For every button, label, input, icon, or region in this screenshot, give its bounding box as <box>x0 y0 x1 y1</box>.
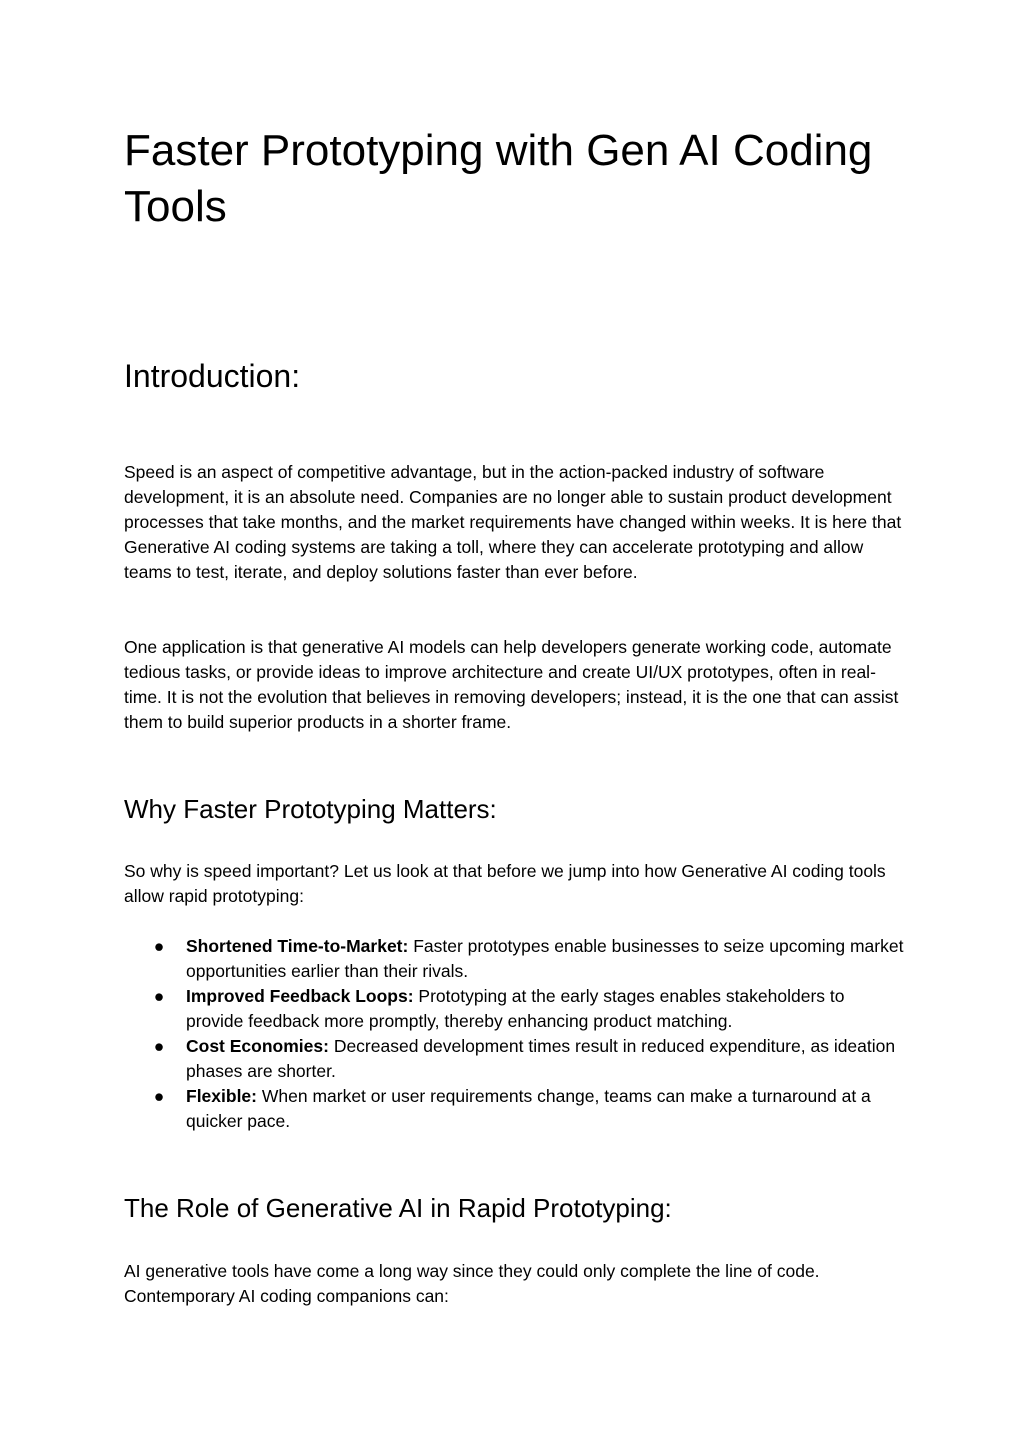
bullet-term: Cost Economies: <box>186 1036 329 1056</box>
benefit-item-time-to-market <box>124 934 904 984</box>
bullet-icon: ● <box>153 936 165 956</box>
bullet-icon: ● <box>153 1036 165 1056</box>
benefit-item-cost-economies <box>124 1034 904 1084</box>
benefits-list <box>124 934 904 1134</box>
bullet-text: When market or user requirements change, teams can make a turnaround at a quicker pace. <box>186 1086 871 1131</box>
introduction-paragraph-1: Speed is an aspect of competitive advantage, but in the action-packed industry of software development, it is an absolute need. Companies are no longer able to sustain product development processes that take months, and the market requirements have changed within weeks. It is here that Generative AI coding systems are taking a toll, where they can accelerate prototyping and allow teams to test, iterate, and deploy solutions faster than ever before. <box>124 462 902 582</box>
introduction-heading: Introduction: <box>124 358 301 394</box>
role-of-generative-ai-intro: AI generative tools have come a long way since they could only complete the line of code. Contemporary AI coding companions can: <box>124 1261 820 1306</box>
bullet-icon: ● <box>153 1086 165 1106</box>
bullet-term: Improved Feedback Loops: <box>186 986 414 1006</box>
bullet-text: Faster prototypes enable businesses to seize upcoming market opportunities earlier than their rivals. <box>186 936 904 981</box>
bullet-text: Decreased development times result in reduced expenditure, as ideation phases are shorter. <box>186 1036 896 1081</box>
introduction-paragraph-2: One application is that generative AI models can help developers generate working code, automate tedious tasks, or provide ideas to improve architecture and create UI/UX prototypes, often in real-time. It is not the evolution that believes in removing developers; instead, it is the one that can assist them to build superior products in a shorter frame. <box>124 637 899 732</box>
bullet-term: Flexible: <box>186 1086 257 1106</box>
document-title: Faster Prototyping with Gen AI Coding Tools <box>124 126 873 231</box>
bullet-text: Prototyping at the early stages enables stakeholders to provide feedback more promptly, thereby enhancing product matching. <box>186 986 845 1031</box>
bullet-icon: ● <box>153 986 165 1006</box>
bullet-term: Shortened Time-to-Market: <box>186 936 409 956</box>
why-faster-prototyping-intro: So why is speed important? Let us look at that before we jump into how Generative AI coding tools allow rapid prototyping: <box>124 861 886 906</box>
benefit-item-feedback-loops <box>124 984 904 1034</box>
benefit-item-flexible <box>124 1084 904 1134</box>
why-faster-prototyping-heading: Why Faster Prototyping Matters: <box>124 794 497 824</box>
role-of-generative-ai-heading: The Role of Generative AI in Rapid Prototyping: <box>124 1193 672 1223</box>
